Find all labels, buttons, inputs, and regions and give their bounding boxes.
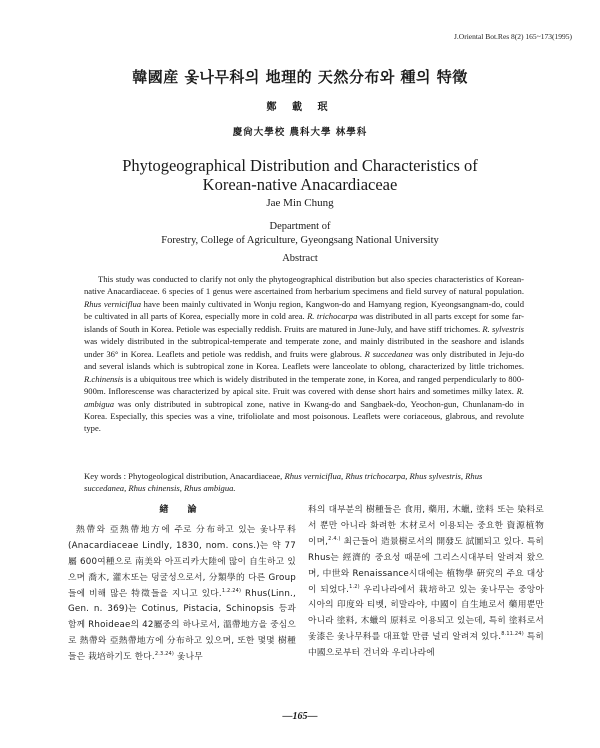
body-text: 熱帶와 亞熱帶地方에 주로 分布하고 있는 옻나무科(Anacardiaceae Lindly, 1830, nom. cons.)는 약 77屬 600여種으로 南美와 아프리카大陸에 많이 自生하고 있으며 喬木, 灌木또는 덩굴성으로서, 分類學的 다른 Group들에 비해 많은 特徵들을 지니고 있다. [68, 524, 296, 599]
left-column [68, 503, 296, 666]
abstract-paragraph [84, 273, 524, 435]
body-text: Rhus(Linn., Gen. n. 369)는 Cotinus, Pistacia, Schinopsis 등과 함께 Rhoideae의 42屬중의 하나로서, 溫帶地方을 중심으로 熱帶와 亞熱帶地方에 分布하고 있으며, 또한 몇몇 樹種들은 栽培하기도 한다. [68, 588, 296, 663]
citation: 2.4.) [328, 535, 341, 542]
english-title-line1: Phytogeographical Distribution and Characteristics of [122, 156, 478, 175]
english-title [0, 156, 600, 194]
keywords [84, 470, 524, 495]
journal-reference: J.Oriental Bot.Res 8(2) 165~173(1995) [453, 32, 572, 41]
department-line2: Forestry, College of Agriculture, Gyeongsang National University [161, 234, 439, 246]
english-author: Jae Min Chung [266, 197, 334, 209]
department-line1: Department of [269, 221, 331, 232]
abstract-text: was only distributed in subtropical zone, native in Kwang-do and Sangbaek-do, Yeochon-gun, Chunlanam-do in Korea. Especially, this species was a vine, trifoliolate and most poisonous. Leaflets were coriaceous, glabrous, and revolute type. [84, 398, 524, 434]
right-column [308, 503, 544, 662]
species-name: R succedanea [364, 348, 413, 359]
species-name: R.chinensis [84, 373, 124, 384]
citation: 1.2) [349, 583, 360, 590]
english-title-line2: Korean-native Anacardiaceae [202, 175, 398, 194]
abstract-text: was distributed in all parts except for some far-islands of South in Korea. Petiole was especially reddish. Fruits are matured in June-July, and have stiff trichomes. [84, 311, 524, 334]
body-text: 옻나무 [174, 652, 203, 663]
korean-author: 鄭 載 珉 [266, 102, 334, 113]
department [0, 220, 600, 247]
keywords-label: Key words [84, 471, 122, 481]
abstract-text: This study was conducted to clarify not only the phytogeographical distribution but also species characteristics of Korean-native Anacardiaceae. 6 species of 1 genus were ascertained from herbarium specimens and field survey of natural population. [84, 274, 524, 297]
korean-title: 韓國産 옻나무科의 地理的 天然分布와 種의 特徵 [132, 68, 468, 86]
left-paragraph [68, 523, 296, 666]
body-text: 특히 中國으로부터 건너와 우리나라에 [308, 632, 544, 659]
korean-affiliation: 慶尙大學校 農科大學 林學科 [232, 127, 368, 138]
body-text: 科의 대부분의 樹種들은 食用, 藥用, 木蠟, 塗料 또는 染料로서 뿐만 아니라 화려한 木材로서 이용되는 중요한 資源植物이며, [308, 505, 544, 547]
page-number: —165— [282, 711, 318, 722]
keywords-text: : Phytogeological distribution, Anacardiaceae, [121, 471, 285, 481]
species-name: R. sylvestris [482, 323, 525, 334]
body-text: 최근들어 造景樹로서의 開發도 試圖되고 있다. 특히 Rhus는 經濟的 중요성 때문에 그리스시대부터 알려져 왔으며, 中世와 Renaissance시대에는 植物學 硏究의 주요 대상이 되었다. [308, 536, 544, 595]
species-name: R. ambigua [84, 386, 524, 409]
abstract-text: have been mainly cultivated in Wonju region, Kangwon-do and Hamyang region, Kyeongsangnam-do, could be cultivated in all parts of Korea, especially more in cold area. [84, 298, 524, 322]
body-text: 우리나라에서 栽培하고 있는 옻나무는 중앙아시아의 印度와 티벳, 히말라야, 中國이 自生地로서 藥用뿐만 아니라 塗料, 木蠟의 原料로 이용되고 있는데, 특히 塗料로서 옻漆은 옻나무科를 대표할 만큼 널리 알려져 있다. [308, 584, 544, 643]
species-name: R. trichocarpa [307, 311, 358, 322]
introduction-heading: 緖 論 [159, 505, 205, 515]
citation: 2.3.24) [154, 651, 175, 658]
abstract-text: was only distributed in Jeju-do and several islands which is subtropical zone in Korea. Leaflets were lanceolate to oblong, characterized by little trichomes. [84, 348, 525, 372]
abstract-text: was widely distributed in the subtropical-temperate and temperate zone, and mainly distributed in the seashore and islands under 36° in Korea. Leaflets and petiole was reddish, and fruits were glabrous. [84, 336, 524, 359]
right-paragraph [308, 503, 544, 662]
citation: 1.2.24) [221, 587, 242, 594]
species-name: Rhus verniciflua [84, 298, 142, 309]
keywords-species: Rhus verniciflua, Rhus trichocarpa, Rhus sylvestris, Rhus succedanea, Rhus chinensis, Rhus ambigua. [84, 471, 483, 494]
abstract-body [84, 273, 524, 435]
abstract-text: is a ubiquitous tree which is widely distributed in the temperate zone, in Korea, and ranged perpendicularly to 800-900m. Inflorescense was characterized by apical site. Fruit was covered with dense short hairs and sometimes milky latex. [84, 373, 524, 397]
citation: 8.11.24) [501, 631, 524, 638]
abstract-heading: Abstract [282, 253, 318, 264]
